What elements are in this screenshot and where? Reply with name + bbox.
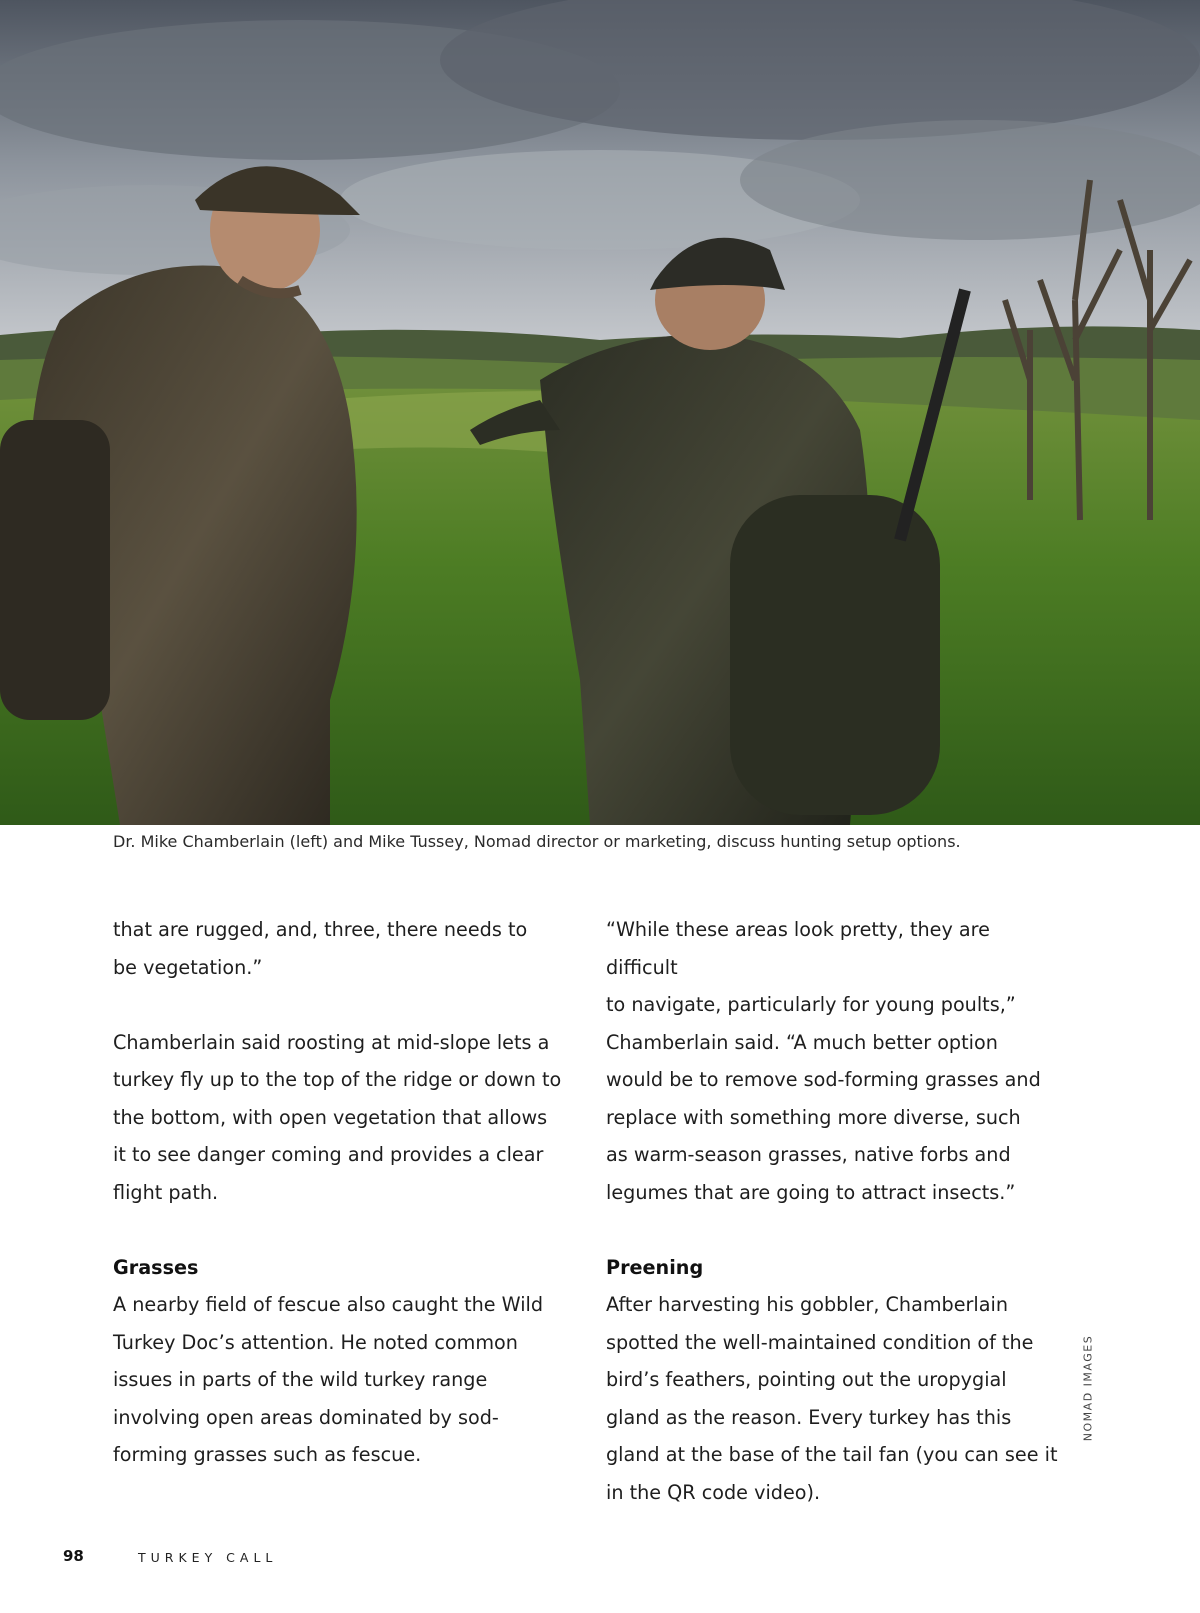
body-line: After harvesting his gobbler, Chamberlain — [606, 1293, 1008, 1316]
article-left-column — [113, 911, 563, 1474]
section-heading-grasses: Grasses — [113, 1255, 199, 1279]
body-line: that are rugged, and, three, there needs to — [113, 918, 528, 941]
body-line: issues in parts of the wild turkey range — [113, 1368, 488, 1391]
body-line: involving open areas dominated by sod- — [113, 1405, 499, 1429]
body-line: flight path. — [113, 1180, 219, 1204]
body-line: turkey fly up to the top of the ridge or down to — [113, 1068, 562, 1091]
article-right-column — [606, 911, 1066, 1511]
body-line: Turkey Doc’s attention. He noted common — [113, 1330, 518, 1354]
section-heading-preening: Preening — [606, 1255, 704, 1279]
body-line: A nearby field of fescue also caught the Wild — [113, 1293, 544, 1316]
photo-caption: Dr. Mike Chamberlain (left) and Mike Tussey, Nomad director or marketing, discuss hunting setup options. — [113, 832, 961, 851]
body-line: the bottom, with open vegetation that allows — [113, 1105, 548, 1129]
magazine-title: TURKEY CALL — [138, 1550, 278, 1565]
body-line: bird’s feathers, pointing out the uropygial — [606, 1368, 1007, 1391]
body-line: legumes that are going to attract insects.” — [606, 1180, 1016, 1204]
photo-credit: NOMAD IMAGES — [1081, 1334, 1095, 1442]
body-line: spotted the well-maintained condition of the — [606, 1330, 1034, 1354]
body-line: be vegetation.” — [113, 955, 263, 979]
body-line: Chamberlain said roosting at mid-slope lets a — [113, 1030, 550, 1054]
body-line: replace with something more diverse, such — [606, 1105, 1021, 1129]
body-line: in the QR code video). — [606, 1480, 821, 1504]
body-line: it to see danger coming and provides a clear — [113, 1143, 544, 1166]
body-line: “While these areas look pretty, they are difficult — [606, 918, 990, 979]
body-line: gland as the reason. Every turkey has this — [606, 1405, 1012, 1429]
body-line: Chamberlain said. “A much better option — [606, 1030, 998, 1054]
body-line: to navigate, particularly for young poults,” — [606, 993, 1016, 1016]
body-line: would be to remove sod-forming grasses and — [606, 1068, 1041, 1091]
body-line: as warm-season grasses, native forbs and — [606, 1143, 1011, 1166]
body-line: forming grasses such as fescue. — [113, 1443, 422, 1466]
page-number: 98 — [63, 1547, 84, 1565]
body-line: gland at the base of the tail fan (you can see it — [606, 1443, 1058, 1466]
